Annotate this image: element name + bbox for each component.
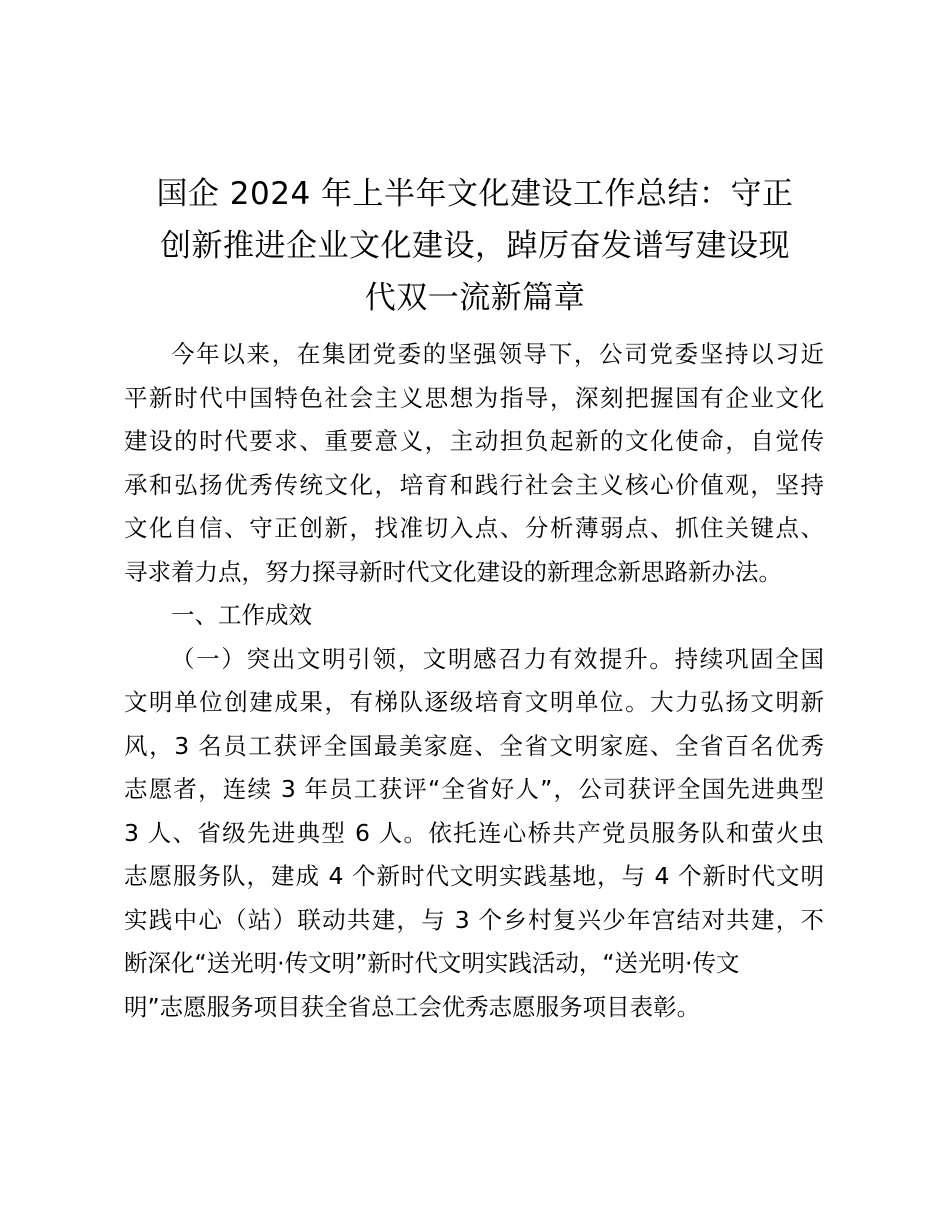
title-line: 代双一流新篇章 — [364, 280, 586, 316]
text-line: 今年以来，在集团党委的坚强领导下，公司党委坚持以习近 — [171, 340, 824, 368]
text-line: 文化自信、守正创新，找准切入点、分析薄弱点、抓住关键点、 — [124, 514, 824, 542]
text-line: 实践中心（站）联动共建，与 3 个乡村复兴少年宫结对共建，不 — [124, 905, 824, 934]
text-line: 志愿服务队，建成 4 个新时代文明实践基地，与 4 个新时代文明 — [124, 862, 824, 890]
text-line: 文明单位创建成果，有梯队逐级培育文明单位。大力弘扬文明新 — [124, 688, 824, 716]
subsection-paragraph — [124, 638, 824, 1030]
text-line: 风，3 名员工获评全国最美家庭、全省文明家庭、全省百名优秀 — [124, 731, 824, 760]
section-heading — [124, 594, 824, 638]
intro-paragraph — [124, 333, 824, 594]
text-line: 明”志愿服务项目获全省总工会优秀志愿服务项目表彰。 — [124, 992, 701, 1021]
section-heading-text: 一、工作成效 — [171, 601, 312, 629]
text-line: 志愿者，连续 3 年员工获评“全省好人”，公司获评全国先进典型 — [124, 775, 824, 803]
text-line: 承和弘扬优秀传统文化，培育和践行社会主义核心价值观，坚持 — [124, 470, 824, 499]
text-line: 平新时代中国特色社会主义思想为指导，深刻把握国有企业文化 — [124, 383, 824, 412]
document-body — [124, 333, 824, 1029]
text-line: 3 人、省级先进典型 6 人。依托连心桥共产党员服务队和萤火虫 — [124, 818, 824, 847]
title-line: 国企 2024 年上半年文化建设工作总结：守正 — [156, 176, 794, 212]
document-title — [110, 168, 840, 324]
text-line: 断深化“送光明·传文明”新时代文明实践活动，“送光明·传文 — [124, 949, 740, 977]
text-line: 寻求着力点，努力探寻新时代文化建设的新理念新思路新办法。 — [124, 557, 782, 586]
title-line: 创新推进企业文化建设，踔厉奋发谱写建设现 — [160, 228, 790, 264]
text-line: 建设的时代要求、重要意义，主动担负起新的文化使命，自觉传 — [124, 427, 824, 455]
text-line: （一）突出文明引领，文明感召力有效提升。持续巩固全国 — [171, 644, 824, 673]
